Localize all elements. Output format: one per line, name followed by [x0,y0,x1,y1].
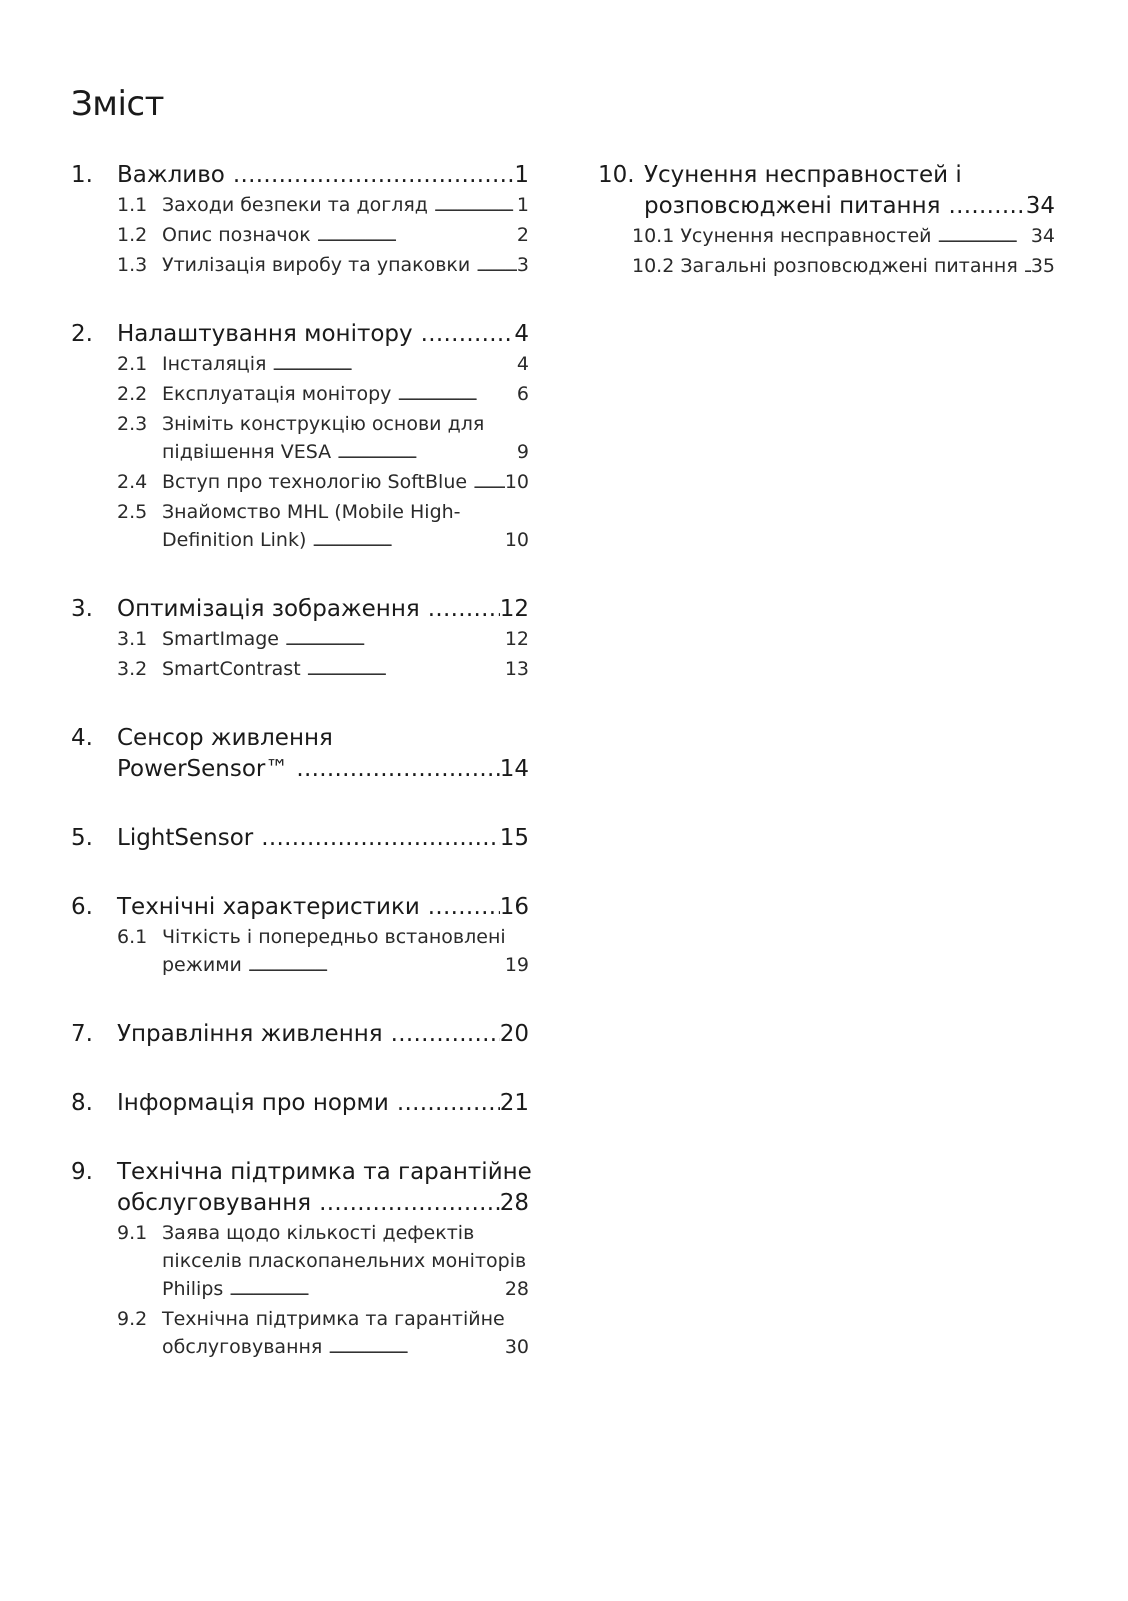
toc-subentry-link[interactable] [71,350,529,380]
subsection-title: Усунення несправностей [680,225,932,247]
section-title: обслуговування [117,1190,312,1216]
toc-section [71,594,529,685]
subsection-title: Вступ про технологію SoftBlue [162,471,468,493]
subsection-number: 6.1 [117,926,148,948]
toc-subentry-link[interactable] [598,222,1055,252]
dot-leader [248,951,505,981]
dot-leader [285,625,505,655]
subsection-number: 9.2 [117,1308,148,1330]
dot-leader [938,222,1031,252]
page-number: 28 [504,1278,529,1300]
toc-subentry-line [71,410,529,438]
dot-leader [397,1088,500,1119]
subsection-title: Зніміть конструкцію основи для [162,413,485,435]
dot-leader [473,468,505,498]
toc-subentry-link[interactable] [71,380,529,410]
toc-entry-link[interactable] [71,892,529,923]
section-title: Налаштування монітору [117,321,413,347]
page-number: 4 [514,321,529,347]
dot-leader [1024,252,1031,282]
toc-subentry-link[interactable] [71,1333,529,1363]
subsection-title: Philips [162,1278,224,1300]
section-title: Важливо [117,162,225,188]
section-number: 6. [71,894,93,920]
toc-section [598,160,1055,282]
dot-leader [307,655,505,685]
toc-subentry-line [71,1247,529,1275]
subsection-title: Технічна підтримка та гарантійне [162,1308,505,1330]
page-number: 16 [499,894,529,920]
toc-entry-line [71,723,529,754]
toc-entry-link[interactable] [71,1188,529,1219]
subsection-number: 9.1 [117,1222,148,1244]
subsection-title: Знайомство MHL (Mobile High- [162,501,461,523]
subsection-number: 2.3 [117,413,148,435]
dot-leader [296,754,499,785]
toc-section [71,892,529,981]
toc-section [71,1019,529,1050]
page-number: 14 [499,756,529,782]
section-number: 1. [71,162,93,188]
toc-entry-link[interactable] [598,191,1055,222]
dot-leader [272,350,517,380]
subsection-number: 2.1 [117,353,148,375]
section-title: Усунення несправностей і [644,162,962,188]
toc-section [71,1157,532,1363]
subsection-number: 1.2 [117,224,148,246]
section-number: 4. [71,725,93,751]
subsection-number: 2.4 [117,471,148,493]
subsection-title: Утилізація виробу та упаковки [162,254,471,276]
dot-leader [261,823,499,854]
toc-subentry-link[interactable] [71,468,529,498]
toc-section [71,823,529,854]
page-number: 28 [499,1190,529,1216]
subsection-title: SmartContrast [162,658,301,680]
toc-left-column [71,160,532,1401]
page-number: 1 [516,194,529,216]
page-number: 21 [499,1090,529,1116]
page-number: 19 [504,954,529,976]
page-number: 4 [516,353,529,375]
page-number: 34 [1030,225,1055,247]
subsection-title: підвішення VESA [162,441,332,463]
toc-entry-link[interactable] [71,594,529,625]
section-number: 8. [71,1090,93,1116]
page-number: 30 [504,1336,529,1358]
section-title: Інформація про норми [117,1090,389,1116]
section-number: 10. [598,162,635,188]
subsection-number: 1.1 [117,194,148,216]
subsection-number: 3.1 [117,628,148,650]
page-number: 10 [504,529,529,551]
subsection-title: SmartImage [162,628,279,650]
section-title: Технічні характеристики [117,894,420,920]
dot-leader [317,221,517,251]
page-number: 3 [516,254,529,276]
toc-section [71,319,529,556]
page-title: Зміст [71,84,164,124]
section-title: Оптимізація зображення [117,596,420,622]
section-title: Технічна підтримка та гарантійне [117,1159,532,1185]
toc-entry-link[interactable] [71,1088,529,1119]
toc-subentry-link[interactable] [71,221,529,251]
page-number: 15 [499,825,529,851]
subsection-title: режими [162,954,242,976]
dot-leader [229,1275,505,1305]
dot-leader [434,191,517,221]
page-number: 6 [516,383,529,405]
subsection-title: Загальні розповсюджені питання [680,255,1018,277]
dot-leader [397,380,516,410]
subsection-title: Опис позначок [162,224,311,246]
subsection-title: Заходи безпеки та догляд [162,194,428,216]
toc-subentry-link[interactable] [71,251,529,281]
dot-leader [476,251,517,281]
toc-subentry-link[interactable] [71,526,529,556]
toc-subentry-line [71,1219,529,1247]
dot-leader [337,438,517,468]
subsection-number: 2.2 [117,383,148,405]
page-number: 12 [504,628,529,650]
page-number: 12 [499,596,529,622]
section-number: 2. [71,321,93,347]
page-number: 10 [504,471,529,493]
page-number: 34 [1025,193,1055,219]
toc-subentry-line [71,1305,529,1333]
dot-leader [319,1188,500,1219]
toc-entry-line [598,160,1055,191]
toc-entry-line [71,1157,532,1188]
toc-entry-link[interactable] [71,160,529,191]
section-number: 7. [71,1021,93,1047]
dot-leader [421,319,515,350]
section-number: 3. [71,596,93,622]
section-title: PowerSensor™ [117,756,289,782]
page-number: 9 [516,441,529,463]
dot-leader [428,892,500,923]
section-title: LightSensor [117,825,254,851]
subsection-title: Definition Link) [162,529,307,551]
subsection-number: 10.1 [632,225,675,247]
page-number: 20 [499,1021,529,1047]
dot-leader [328,1333,504,1363]
page-number: 2 [516,224,529,246]
toc-subentry-line [71,498,529,526]
section-number: 9. [71,1159,93,1185]
subsection-number: 2.5 [117,501,148,523]
toc-subentry-link[interactable] [71,1275,529,1305]
dot-leader [312,526,504,556]
toc-subentry-link[interactable] [598,252,1055,282]
dot-leader [428,594,500,625]
toc-section [71,1088,529,1119]
toc-section [71,723,529,785]
subsection-title: Експлуатація монітору [162,383,392,405]
subsection-number: 1.3 [117,254,148,276]
toc-right-column [598,160,1055,320]
section-title: розповсюджені питання [644,193,941,219]
dot-leader [233,160,514,191]
toc-entry-link[interactable] [71,823,529,854]
toc-subentry-link[interactable] [71,655,529,685]
subsection-title: пікселів пласкопанельних моніторів [162,1250,527,1272]
subsection-number: 10.2 [632,255,675,277]
toc-subentry-link[interactable] [71,191,529,221]
toc-entry-link[interactable] [71,754,529,785]
dot-leader [948,191,1025,222]
toc-entry-link[interactable] [71,319,529,350]
dot-leader [391,1019,500,1050]
toc-entry-link[interactable] [71,1019,529,1050]
section-title: Управління живлення [117,1021,383,1047]
page-number: 13 [504,658,529,680]
toc-subentry-line [71,923,529,951]
subsection-number: 3.2 [117,658,148,680]
section-number: 5. [71,825,93,851]
subsection-title: обслуговування [162,1336,323,1358]
section-title: Сенсор живлення [117,725,333,751]
subsection-title: Чіткість і попередньо встановлені [162,926,506,948]
toc-subentry-link[interactable] [71,438,529,468]
subsection-title: Заява щодо кількості дефектів [162,1222,475,1244]
toc-subentry-link[interactable] [71,951,529,981]
subsection-title: Інсталяція [162,353,267,375]
page-number: 1 [514,162,529,188]
toc-subentry-link[interactable] [71,625,529,655]
toc-section [71,160,529,281]
page-number: 35 [1030,255,1055,277]
